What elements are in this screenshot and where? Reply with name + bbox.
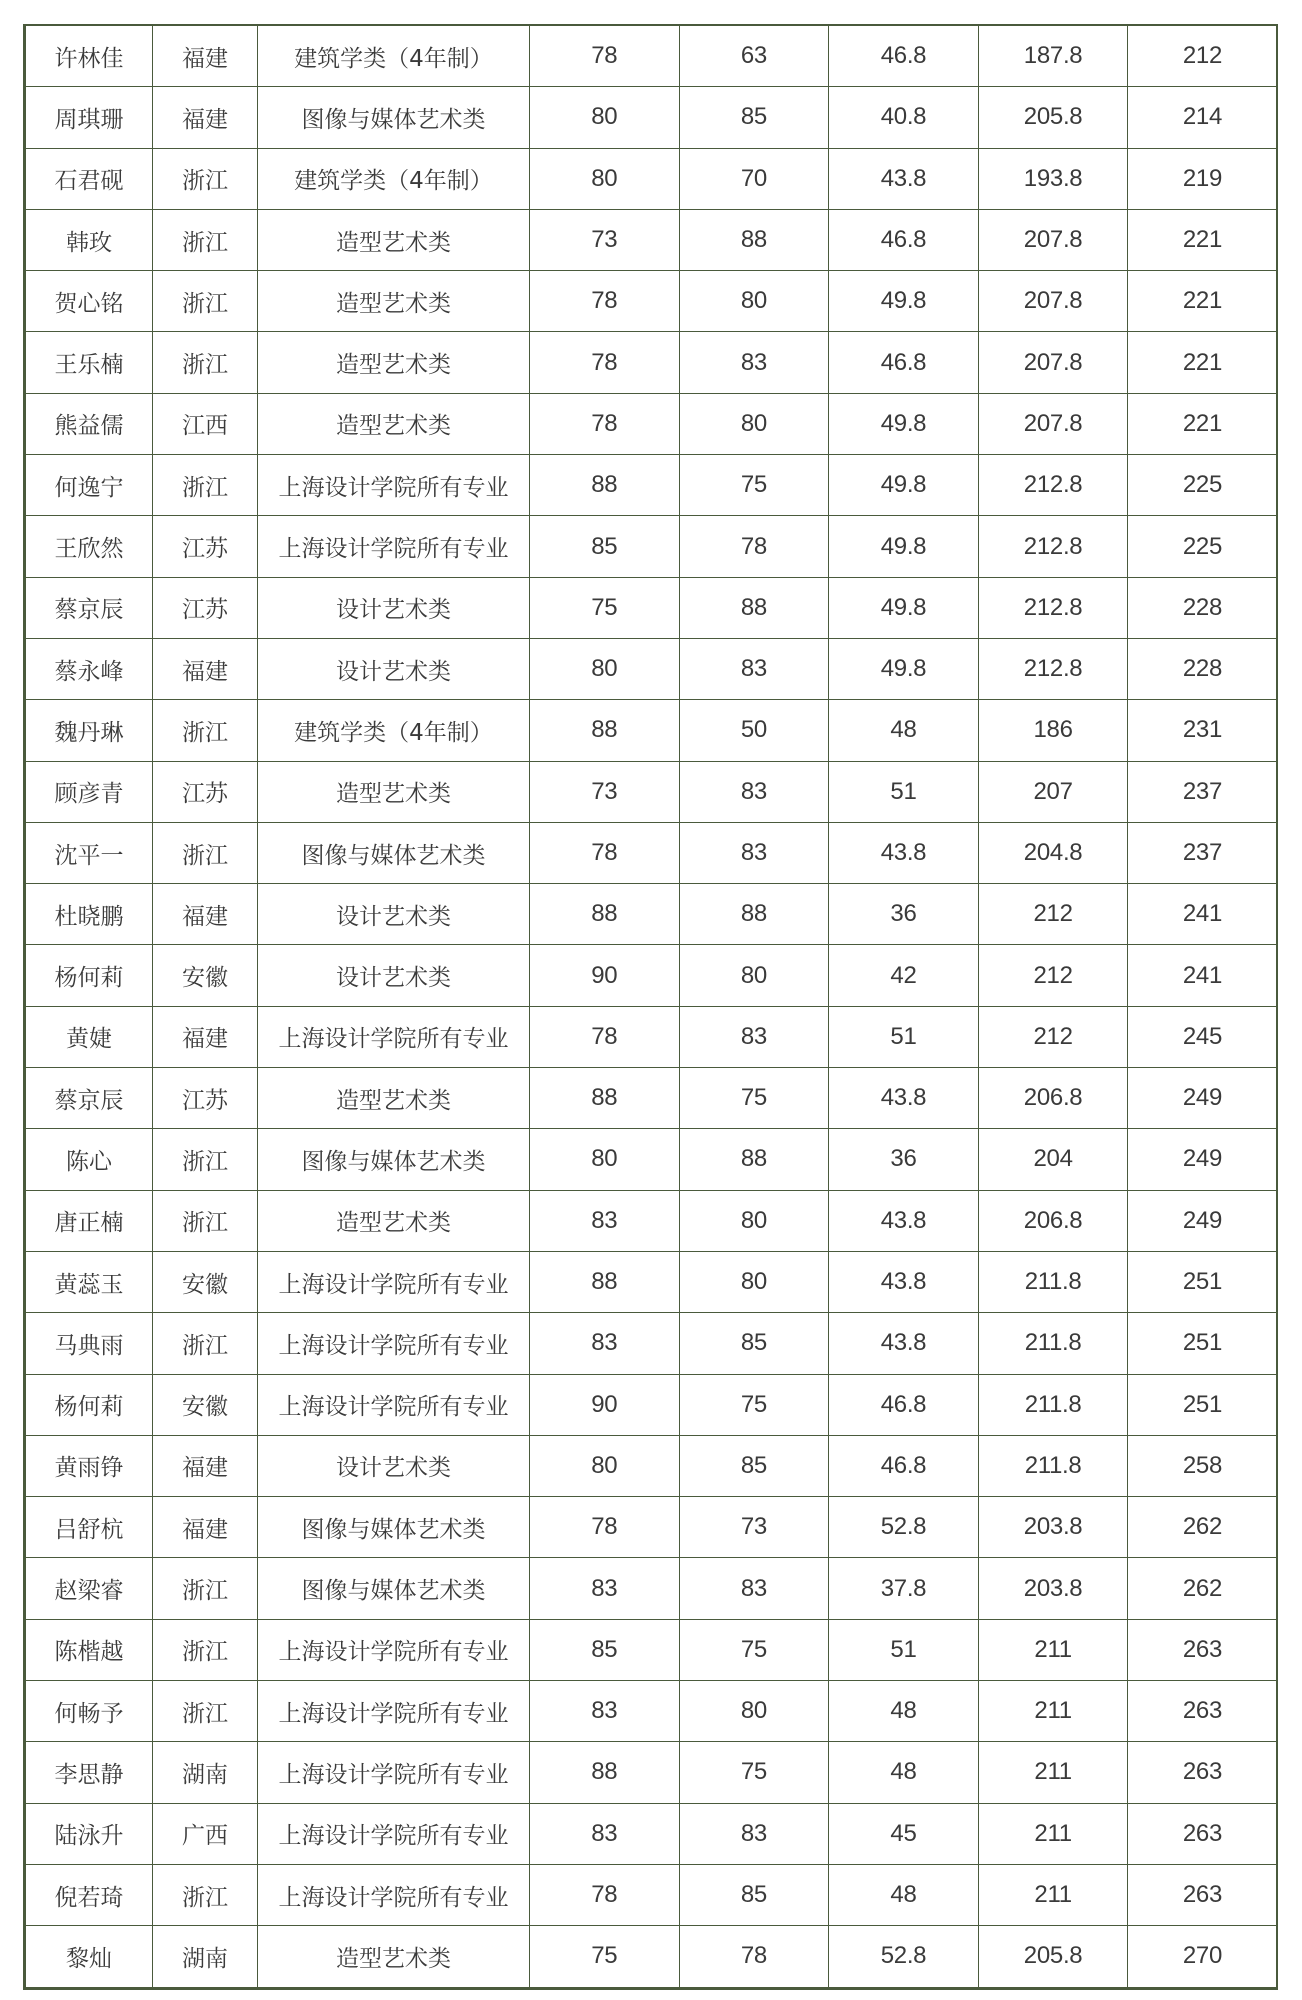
major-category-cell: 上海设计学院所有专业 — [258, 1681, 530, 1742]
province-cell: 安徽 — [153, 1374, 258, 1435]
score-cell-3: 51 — [829, 1619, 979, 1680]
province-cell: 浙江 — [153, 1190, 258, 1251]
major-category-cell: 造型艺术类 — [258, 1068, 530, 1129]
student-name-cell: 黎灿 — [25, 1926, 153, 1988]
major-category-cell: 图像与媒体艺术类 — [258, 1558, 530, 1619]
score-cell-1: 73 — [530, 761, 680, 822]
student-name-cell: 吕舒杭 — [25, 1497, 153, 1558]
score-cell-3: 46.8 — [829, 25, 979, 87]
rank-cell: 262 — [1128, 1497, 1278, 1558]
score-cell-1: 80 — [530, 638, 680, 699]
rank-cell: 251 — [1128, 1374, 1278, 1435]
student-name-cell: 杨何莉 — [25, 1374, 153, 1435]
score-cell-1: 88 — [530, 1742, 680, 1803]
score-cell-1: 80 — [530, 1129, 680, 1190]
province-cell: 浙江 — [153, 1619, 258, 1680]
score-cell-3: 43.8 — [829, 1313, 979, 1374]
province-cell: 浙江 — [153, 332, 258, 393]
total-score-cell: 203.8 — [978, 1497, 1128, 1558]
major-category-cell: 设计艺术类 — [258, 884, 530, 945]
score-cell-2: 80 — [679, 1190, 829, 1251]
table-row — [25, 516, 1278, 577]
score-cell-1: 78 — [530, 25, 680, 87]
score-cell-1: 83 — [530, 1681, 680, 1742]
student-name-cell: 李思静 — [25, 1742, 153, 1803]
province-cell: 浙江 — [153, 822, 258, 883]
total-score-cell: 207.8 — [978, 209, 1128, 270]
score-cell-1: 78 — [530, 1864, 680, 1925]
score-cell-3: 46.8 — [829, 209, 979, 270]
rank-cell: 258 — [1128, 1435, 1278, 1496]
major-category-cell: 上海设计学院所有专业 — [258, 1803, 530, 1864]
student-name-cell: 杨何莉 — [25, 945, 153, 1006]
major-category-cell: 上海设计学院所有专业 — [258, 1374, 530, 1435]
rank-cell: 225 — [1128, 455, 1278, 516]
rank-cell: 263 — [1128, 1803, 1278, 1864]
province-cell: 浙江 — [153, 1558, 258, 1619]
total-score-cell: 204.8 — [978, 822, 1128, 883]
score-cell-2: 85 — [679, 87, 829, 148]
score-cell-2: 88 — [679, 577, 829, 638]
score-cell-2: 73 — [679, 1497, 829, 1558]
province-cell: 福建 — [153, 87, 258, 148]
table-row — [25, 945, 1278, 1006]
table-row — [25, 25, 1278, 87]
province-cell: 江苏 — [153, 516, 258, 577]
table-row — [25, 1926, 1278, 1988]
province-cell: 浙江 — [153, 1313, 258, 1374]
province-cell: 浙江 — [153, 700, 258, 761]
table-row — [25, 577, 1278, 638]
score-cell-3: 43.8 — [829, 1251, 979, 1312]
rank-cell: 251 — [1128, 1251, 1278, 1312]
score-cell-2: 80 — [679, 1251, 829, 1312]
major-category-cell: 图像与媒体艺术类 — [258, 1129, 530, 1190]
major-category-cell: 上海设计学院所有专业 — [258, 455, 530, 516]
major-category-cell: 造型艺术类 — [258, 1190, 530, 1251]
score-cell-1: 80 — [530, 1435, 680, 1496]
province-cell: 浙江 — [153, 455, 258, 516]
total-score-cell: 211.8 — [978, 1374, 1128, 1435]
score-cell-2: 83 — [679, 822, 829, 883]
table-row — [25, 209, 1278, 270]
rank-cell: 251 — [1128, 1313, 1278, 1374]
score-cell-1: 83 — [530, 1313, 680, 1374]
score-cell-3: 36 — [829, 884, 979, 945]
rank-cell: 219 — [1128, 148, 1278, 209]
score-cell-1: 88 — [530, 700, 680, 761]
student-name-cell: 韩玫 — [25, 209, 153, 270]
table-row — [25, 1190, 1278, 1251]
rank-cell: 241 — [1128, 884, 1278, 945]
table-row — [25, 1006, 1278, 1067]
score-cell-2: 75 — [679, 1068, 829, 1129]
score-cell-2: 83 — [679, 638, 829, 699]
score-cell-1: 78 — [530, 271, 680, 332]
rank-cell: 237 — [1128, 761, 1278, 822]
major-category-cell: 图像与媒体艺术类 — [258, 822, 530, 883]
table-row — [25, 638, 1278, 699]
table-row — [25, 761, 1278, 822]
score-cell-2: 88 — [679, 884, 829, 945]
student-name-cell: 王欣然 — [25, 516, 153, 577]
score-cell-3: 48 — [829, 1864, 979, 1925]
rank-cell: 241 — [1128, 945, 1278, 1006]
score-cell-3: 51 — [829, 1006, 979, 1067]
score-cell-2: 85 — [679, 1435, 829, 1496]
major-category-cell: 上海设计学院所有专业 — [258, 1619, 530, 1680]
score-cell-2: 83 — [679, 1803, 829, 1864]
province-cell: 福建 — [153, 884, 258, 945]
student-name-cell: 唐正楠 — [25, 1190, 153, 1251]
province-cell: 浙江 — [153, 1864, 258, 1925]
score-cell-1: 88 — [530, 884, 680, 945]
province-cell: 浙江 — [153, 1681, 258, 1742]
rank-cell: 214 — [1128, 87, 1278, 148]
province-cell: 福建 — [153, 638, 258, 699]
score-cell-1: 80 — [530, 87, 680, 148]
total-score-cell: 211 — [978, 1619, 1128, 1680]
score-cell-1: 78 — [530, 332, 680, 393]
score-cell-3: 43.8 — [829, 1068, 979, 1129]
table-row — [25, 332, 1278, 393]
total-score-cell: 187.8 — [978, 25, 1128, 87]
total-score-cell: 211.8 — [978, 1313, 1128, 1374]
province-cell: 广西 — [153, 1803, 258, 1864]
rank-cell: 262 — [1128, 1558, 1278, 1619]
score-cell-3: 51 — [829, 761, 979, 822]
score-cell-3: 48 — [829, 1681, 979, 1742]
major-category-cell: 造型艺术类 — [258, 332, 530, 393]
province-cell: 安徽 — [153, 1251, 258, 1312]
student-name-cell: 蔡京辰 — [25, 1068, 153, 1129]
total-score-cell: 211 — [978, 1803, 1128, 1864]
rank-cell: 212 — [1128, 25, 1278, 87]
score-cell-2: 85 — [679, 1864, 829, 1925]
major-category-cell: 上海设计学院所有专业 — [258, 1313, 530, 1374]
student-name-cell: 沈平一 — [25, 822, 153, 883]
total-score-cell: 212.8 — [978, 455, 1128, 516]
province-cell: 江西 — [153, 393, 258, 454]
student-name-cell: 倪若琦 — [25, 1864, 153, 1925]
score-cell-3: 46.8 — [829, 332, 979, 393]
score-cell-3: 49.8 — [829, 577, 979, 638]
student-name-cell: 陆泳升 — [25, 1803, 153, 1864]
student-name-cell: 赵梁睿 — [25, 1558, 153, 1619]
province-cell: 福建 — [153, 25, 258, 87]
province-cell: 湖南 — [153, 1742, 258, 1803]
score-cell-3: 40.8 — [829, 87, 979, 148]
total-score-cell: 205.8 — [978, 1926, 1128, 1988]
score-cell-1: 83 — [530, 1803, 680, 1864]
total-score-cell: 212 — [978, 1006, 1128, 1067]
total-score-cell: 207.8 — [978, 393, 1128, 454]
score-cell-3: 36 — [829, 1129, 979, 1190]
score-cell-2: 88 — [679, 209, 829, 270]
table-row — [25, 148, 1278, 209]
province-cell: 福建 — [153, 1006, 258, 1067]
major-category-cell: 上海设计学院所有专业 — [258, 1864, 530, 1925]
table-row — [25, 1681, 1278, 1742]
table-row — [25, 822, 1278, 883]
score-cell-2: 63 — [679, 25, 829, 87]
rank-cell: 263 — [1128, 1619, 1278, 1680]
rank-cell: 231 — [1128, 700, 1278, 761]
total-score-cell: 212 — [978, 945, 1128, 1006]
rank-cell: 221 — [1128, 393, 1278, 454]
total-score-cell: 212.8 — [978, 638, 1128, 699]
total-score-cell: 207.8 — [978, 332, 1128, 393]
student-name-cell: 蔡京辰 — [25, 577, 153, 638]
score-cell-2: 78 — [679, 1926, 829, 1988]
total-score-cell: 205.8 — [978, 87, 1128, 148]
total-score-cell: 212.8 — [978, 577, 1128, 638]
score-cell-3: 45 — [829, 1803, 979, 1864]
rank-cell: 270 — [1128, 1926, 1278, 1988]
score-cell-1: 78 — [530, 393, 680, 454]
province-cell: 浙江 — [153, 1129, 258, 1190]
table-row — [25, 1435, 1278, 1496]
score-cell-1: 78 — [530, 822, 680, 883]
total-score-cell: 207 — [978, 761, 1128, 822]
total-score-cell: 203.8 — [978, 1558, 1128, 1619]
rank-cell: 263 — [1128, 1864, 1278, 1925]
score-cell-1: 88 — [530, 1251, 680, 1312]
score-cell-1: 78 — [530, 1006, 680, 1067]
major-category-cell: 上海设计学院所有专业 — [258, 516, 530, 577]
rank-cell: 228 — [1128, 638, 1278, 699]
table-row — [25, 1619, 1278, 1680]
score-cell-3: 49.8 — [829, 455, 979, 516]
province-cell: 江苏 — [153, 761, 258, 822]
score-cell-3: 46.8 — [829, 1435, 979, 1496]
rank-cell: 245 — [1128, 1006, 1278, 1067]
major-category-cell: 设计艺术类 — [258, 1435, 530, 1496]
rank-cell: 249 — [1128, 1190, 1278, 1251]
province-cell: 浙江 — [153, 209, 258, 270]
major-category-cell: 上海设计学院所有专业 — [258, 1742, 530, 1803]
major-category-cell: 造型艺术类 — [258, 1926, 530, 1988]
score-cell-1: 85 — [530, 1619, 680, 1680]
score-cell-2: 50 — [679, 700, 829, 761]
table-row — [25, 1068, 1278, 1129]
score-cell-3: 49.8 — [829, 638, 979, 699]
student-name-cell: 马典雨 — [25, 1313, 153, 1374]
table-row — [25, 700, 1278, 761]
total-score-cell: 211.8 — [978, 1435, 1128, 1496]
student-name-cell: 熊益儒 — [25, 393, 153, 454]
score-cell-2: 78 — [679, 516, 829, 577]
rank-cell: 249 — [1128, 1129, 1278, 1190]
score-cell-3: 52.8 — [829, 1926, 979, 1988]
province-cell: 浙江 — [153, 271, 258, 332]
rank-cell: 221 — [1128, 209, 1278, 270]
score-cell-2: 83 — [679, 1006, 829, 1067]
province-cell: 浙江 — [153, 148, 258, 209]
score-cell-3: 43.8 — [829, 1190, 979, 1251]
table-row — [25, 1497, 1278, 1558]
score-cell-3: 43.8 — [829, 822, 979, 883]
table-row — [25, 1558, 1278, 1619]
major-category-cell: 建筑学类（4年制） — [258, 25, 530, 87]
total-score-cell: 212 — [978, 884, 1128, 945]
score-cell-3: 49.8 — [829, 516, 979, 577]
score-cell-2: 75 — [679, 455, 829, 516]
score-cell-3: 42 — [829, 945, 979, 1006]
table-row — [25, 1374, 1278, 1435]
student-name-cell: 蔡永峰 — [25, 638, 153, 699]
total-score-cell: 211 — [978, 1681, 1128, 1742]
table-row — [25, 1313, 1278, 1374]
major-category-cell: 图像与媒体艺术类 — [258, 1497, 530, 1558]
total-score-cell: 211.8 — [978, 1251, 1128, 1312]
student-name-cell: 周琪珊 — [25, 87, 153, 148]
score-cell-1: 90 — [530, 945, 680, 1006]
major-category-cell: 造型艺术类 — [258, 761, 530, 822]
score-cell-2: 75 — [679, 1619, 829, 1680]
major-category-cell: 设计艺术类 — [258, 638, 530, 699]
score-cell-3: 46.8 — [829, 1374, 979, 1435]
student-name-cell: 何逸宁 — [25, 455, 153, 516]
province-cell: 安徽 — [153, 945, 258, 1006]
table-row — [25, 884, 1278, 945]
table-row — [25, 1742, 1278, 1803]
score-cell-3: 49.8 — [829, 393, 979, 454]
rank-cell: 221 — [1128, 271, 1278, 332]
table-row — [25, 1864, 1278, 1925]
score-cell-1: 85 — [530, 516, 680, 577]
total-score-cell: 206.8 — [978, 1068, 1128, 1129]
score-cell-1: 80 — [530, 148, 680, 209]
table-row — [25, 455, 1278, 516]
score-cell-2: 83 — [679, 332, 829, 393]
score-cell-3: 37.8 — [829, 1558, 979, 1619]
score-cell-1: 78 — [530, 1497, 680, 1558]
major-category-cell: 建筑学类（4年制） — [258, 148, 530, 209]
student-name-cell: 陈心 — [25, 1129, 153, 1190]
score-cell-2: 83 — [679, 1558, 829, 1619]
rank-cell: 249 — [1128, 1068, 1278, 1129]
major-category-cell: 造型艺术类 — [258, 271, 530, 332]
score-cell-2: 88 — [679, 1129, 829, 1190]
score-cell-1: 73 — [530, 209, 680, 270]
total-score-cell: 211 — [978, 1864, 1128, 1925]
student-name-cell: 石君砚 — [25, 148, 153, 209]
major-category-cell: 上海设计学院所有专业 — [258, 1251, 530, 1312]
score-cell-1: 83 — [530, 1558, 680, 1619]
province-cell: 湖南 — [153, 1926, 258, 1988]
score-cell-3: 49.8 — [829, 271, 979, 332]
score-cell-2: 80 — [679, 271, 829, 332]
rank-cell: 228 — [1128, 577, 1278, 638]
score-cell-2: 80 — [679, 945, 829, 1006]
major-category-cell: 上海设计学院所有专业 — [258, 1006, 530, 1067]
province-cell: 福建 — [153, 1497, 258, 1558]
score-cell-3: 48 — [829, 1742, 979, 1803]
student-name-cell: 王乐楠 — [25, 332, 153, 393]
rank-cell: 221 — [1128, 332, 1278, 393]
total-score-cell: 186 — [978, 700, 1128, 761]
table-row — [25, 1129, 1278, 1190]
table-row — [25, 87, 1278, 148]
score-cell-1: 75 — [530, 577, 680, 638]
rank-cell: 237 — [1128, 822, 1278, 883]
major-category-cell: 设计艺术类 — [258, 577, 530, 638]
major-category-cell: 造型艺术类 — [258, 393, 530, 454]
table-row — [25, 271, 1278, 332]
score-cell-2: 75 — [679, 1374, 829, 1435]
province-cell: 福建 — [153, 1435, 258, 1496]
score-cell-3: 52.8 — [829, 1497, 979, 1558]
score-cell-2: 70 — [679, 148, 829, 209]
major-category-cell: 设计艺术类 — [258, 945, 530, 1006]
student-name-cell: 贺心铭 — [25, 271, 153, 332]
table-row — [25, 1251, 1278, 1312]
score-table — [23, 24, 1278, 1990]
major-category-cell: 造型艺术类 — [258, 209, 530, 270]
total-score-cell: 207.8 — [978, 271, 1128, 332]
score-cell-1: 88 — [530, 1068, 680, 1129]
province-cell: 江苏 — [153, 577, 258, 638]
score-cell-2: 83 — [679, 761, 829, 822]
table-row — [25, 1803, 1278, 1864]
rank-cell: 263 — [1128, 1742, 1278, 1803]
total-score-cell: 193.8 — [978, 148, 1128, 209]
total-score-cell: 211 — [978, 1742, 1128, 1803]
student-name-cell: 黄蕊玉 — [25, 1251, 153, 1312]
rank-cell: 263 — [1128, 1681, 1278, 1742]
major-category-cell: 图像与媒体艺术类 — [258, 87, 530, 148]
student-name-cell: 黄婕 — [25, 1006, 153, 1067]
student-name-cell: 魏丹琳 — [25, 700, 153, 761]
total-score-cell: 206.8 — [978, 1190, 1128, 1251]
table-row — [25, 393, 1278, 454]
score-cell-3: 43.8 — [829, 148, 979, 209]
student-name-cell: 顾彦青 — [25, 761, 153, 822]
student-name-cell: 黄雨铮 — [25, 1435, 153, 1496]
student-name-cell: 何畅予 — [25, 1681, 153, 1742]
score-cell-3: 48 — [829, 700, 979, 761]
student-name-cell: 陈楷越 — [25, 1619, 153, 1680]
score-cell-1: 83 — [530, 1190, 680, 1251]
total-score-cell: 212.8 — [978, 516, 1128, 577]
major-category-cell: 建筑学类（4年制） — [258, 700, 530, 761]
score-cell-2: 75 — [679, 1742, 829, 1803]
score-cell-2: 80 — [679, 1681, 829, 1742]
rank-cell: 225 — [1128, 516, 1278, 577]
score-cell-1: 75 — [530, 1926, 680, 1988]
total-score-cell: 204 — [978, 1129, 1128, 1190]
student-name-cell: 杜晓鹏 — [25, 884, 153, 945]
province-cell: 江苏 — [153, 1068, 258, 1129]
score-cell-2: 80 — [679, 393, 829, 454]
score-cell-1: 88 — [530, 455, 680, 516]
score-cell-2: 85 — [679, 1313, 829, 1374]
score-cell-1: 90 — [530, 1374, 680, 1435]
student-name-cell: 许林佳 — [25, 25, 153, 87]
table-body — [25, 25, 1278, 1988]
